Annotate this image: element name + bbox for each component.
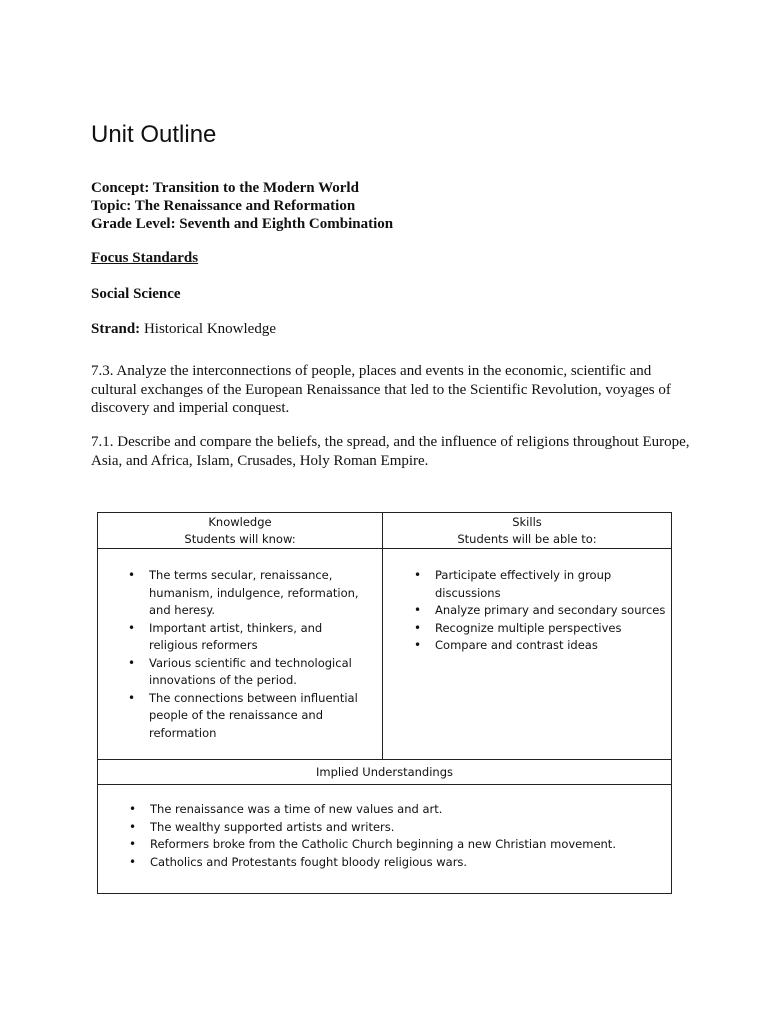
page-title: Unit Outline [91, 121, 217, 148]
focus-standards-heading: Focus Standards [91, 250, 199, 266]
skills-header [383, 513, 672, 549]
unit-table [97, 512, 672, 894]
skills-list [414, 567, 671, 655]
bullet-icon: • [129, 854, 137, 869]
strand-value: Historical Knowledge [140, 321, 276, 337]
knowledge-header [98, 513, 383, 549]
implied-understandings-header [98, 760, 672, 785]
bullet-icon: • [414, 568, 422, 582]
strand-line [91, 321, 276, 338]
bullet-icon: • [129, 819, 137, 834]
knowledge-list [128, 567, 371, 742]
list-item: • Catholics and Protestants fought bloody religious wars. [150, 854, 671, 872]
implied-heading: Implied Understandings [315, 765, 454, 779]
list-item: • Compare and contrast ideas [435, 637, 671, 655]
skills-subheading: Students will be able to: [457, 532, 597, 546]
list-item: • Analyze primary and secondary sources [435, 602, 671, 620]
knowledge-cell [98, 549, 383, 760]
knowledge-subheading: Students will know: [184, 532, 296, 546]
list-item: • The connections between influential people of the renaissance and reformation [128, 690, 358, 740]
list-item: • Recognize multiple perspectives [435, 620, 671, 638]
bullet-icon: • [129, 802, 137, 816]
list-item: • The renaissance was a time of new values and art. [150, 801, 671, 819]
knowledge-heading: Knowledge [208, 515, 272, 529]
subject-heading: Social Science [91, 286, 181, 302]
topic-line: Topic: The Renaissance and Reformation [91, 198, 356, 214]
list-item: • The terms secular, renaissance, humanism, indulgence, reformation, and heresy. [128, 568, 359, 617]
list-item: • The wealthy supported artists and writers. [150, 819, 671, 837]
standard-7-1: 7.1. Describe and compare the beliefs, the spread, and the influence of religions throughout Europe, Asia, and Africa, Islam, Crusades, Holy Roman Empire. [91, 434, 690, 469]
standard-7-3: 7.3. Analyze the interconnections of people, places and events in the economic, scientific and cultural exchanges of the European Renaissance that led to the Scientific Revolution, voyages of discovery and imperial conquest. [91, 363, 671, 416]
bullet-icon: • [128, 620, 136, 635]
skills-heading: Skills [512, 515, 542, 529]
implied-list [129, 801, 671, 871]
list-item: • Participate effectively in group discussions [414, 568, 612, 600]
bullet-icon: • [414, 603, 422, 617]
bullet-icon: • [414, 638, 422, 652]
list-item: • Important artist, thinkers, and religious reformers [128, 620, 323, 652]
bullet-icon: • [128, 655, 136, 670]
bullet-icon: • [128, 568, 136, 582]
bullet-icon: • [129, 837, 137, 851]
skills-cell [383, 549, 672, 760]
unit-meta [91, 179, 393, 233]
list-item: • Various scientific and technological innovations of the period. [128, 655, 352, 687]
list-item: • Reformers broke from the Catholic Church beginning a new Christian movement. [150, 836, 671, 854]
strand-label: Strand: [91, 321, 141, 337]
concept-line: Concept: Transition to the Modern World [91, 180, 359, 196]
grade-level-line: Grade Level: Seventh and Eighth Combination [91, 216, 394, 232]
implied-understandings-cell [98, 785, 672, 894]
bullet-icon: • [128, 690, 136, 705]
bullet-icon: • [414, 620, 422, 635]
